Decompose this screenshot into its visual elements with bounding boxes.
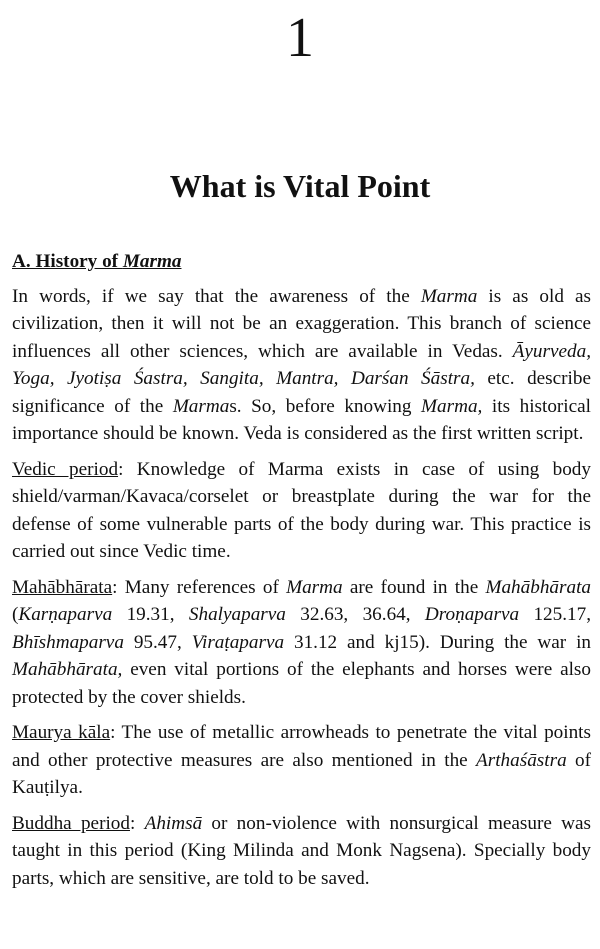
paragraph-vedic-period (12, 456, 591, 566)
buddha-period-label: Buddha period (12, 812, 130, 834)
vedic-period-label: Vedic period (12, 458, 119, 480)
text-run: ( (12, 604, 19, 625)
page-body (12, 248, 591, 900)
text-run: or non-violence with nonsurgical measure was taught in this period (King Milinda and Monk Nagsena). Specially body parts, which are sensitive, are told to be saved. (12, 812, 591, 889)
text-run: : The use of metallic arrowheads to penetrate the vital points and other protective measures are also mentioned in the (12, 722, 591, 771)
italic-term: Mahābhārata, (12, 659, 123, 680)
italic-term: Viraṭaparva (191, 631, 285, 653)
italic-term: Mahābhārata (485, 576, 592, 598)
text-run: are found in the (342, 576, 486, 598)
italic-term: Droṇaparva (424, 604, 520, 625)
text-run: etc. describe significance of the (12, 368, 591, 417)
text-run: In words, if we say that the awareness of the (12, 285, 421, 307)
paragraph-maurya-kala (12, 719, 591, 802)
italic-term: Marma (286, 576, 343, 598)
text-run: : Many references of (112, 576, 287, 598)
text-run: 19.31, (112, 604, 189, 625)
text-run: 32.63, 36.64, (285, 604, 425, 625)
section-heading-italic: Marma (122, 251, 182, 272)
italic-term: Marma (172, 395, 230, 417)
italic-term: Arthaśāstra (476, 749, 567, 771)
text-run: 31.12 and kj15). During the war in (284, 631, 591, 653)
chapter-number: 1 (286, 7, 314, 69)
maurya-kala-label: Maurya kāla (12, 722, 111, 743)
text-run: : (129, 812, 145, 834)
text-run: its historical importance should be known. Veda is considered as the first written script. (12, 395, 591, 444)
text-run: 95.47, (123, 631, 192, 653)
italic-term: Āyurveda, Yoga, Jyotiṣa Śastra, Sangita, Mantra, Darśan Śāstra, (12, 340, 591, 389)
text-run: of Kauṭilya. (12, 749, 592, 798)
text-run: even vital portions of the elephants and horses were also protected by the cover shields. (12, 659, 591, 708)
italic-term: Ahimsā (144, 812, 203, 834)
mahabharata-label: Mahābhārata (12, 576, 113, 598)
chapter-title: What is Vital Point (169, 168, 431, 204)
italic-term: Karṇaparva (18, 604, 113, 625)
text-run: is as old as civilization, then it will not be an exaggeration. This branch of science influences all other sciences, which are available in Vedas. (12, 285, 591, 362)
section-heading-prefix: A. History of (12, 251, 123, 272)
italic-term: Bhīshmaparva (12, 631, 124, 653)
text-run: s. So, before knowing (229, 395, 422, 417)
paragraph-mahabharata (12, 574, 591, 712)
italic-term: Marma, (421, 395, 483, 417)
text-run: : Knowledge of Marma exists in case of using body shield/varman/Kavaca/corselet or breastplate during the war for the defense of some vulnerable parts of the body during war. This practice is carried out since Vedic time. (12, 458, 591, 562)
section-heading (12, 248, 591, 276)
text-run: 125.17, (519, 604, 591, 625)
italic-term: Marma (420, 285, 478, 307)
paragraph-buddha-period (12, 810, 591, 893)
italic-term: Shalyaparva (188, 604, 286, 625)
paragraph-introduction (12, 283, 591, 448)
